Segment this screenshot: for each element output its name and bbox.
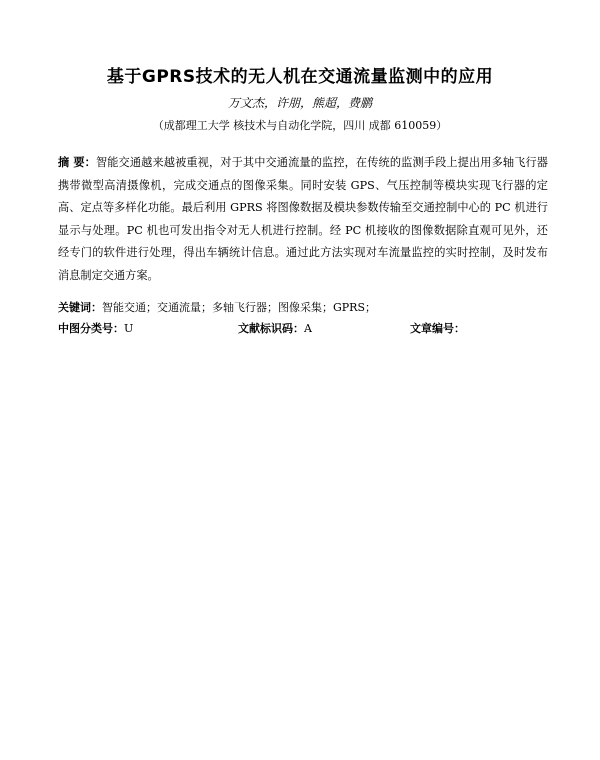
article-no-cell [410,320,465,336]
keywords-label: 关键词： [58,301,102,314]
paper-affiliation: （成都理工大学 核技术与自动化学院，四川 成都 610059） [152,119,448,132]
doc-code-label: 文献标识码： [238,322,304,335]
keywords-text: 智能交通；交通流量；多轴飞行器；图像采集；GPRS； [102,301,377,314]
paper-authors: 万文杰，许朋，熊超，费鹏 [227,96,372,110]
clc-value: U [124,322,134,335]
clc-cell [58,320,133,336]
article-no-label: 文章编号： [410,322,465,335]
doc-code-cell [238,320,312,336]
doc-code-value: A [304,322,312,335]
abstract-block [58,152,548,287]
paper-title: 基于GPRS技术的无人机在交通流量监测中的应用 [106,67,494,87]
keywords-block [58,299,548,315]
classification-row [58,320,548,338]
clc-label: 中图分类号： [58,322,124,335]
abstract-text: 智能交通越来越被重视，对于其中交通流量的监控，在传统的监测手段上提出用多轴飞行器携带微型高清摄像机，完成交通点的图像采集。同时安装 GPS、气压控制等模块实现飞行器的定高、定点等多样化功能。最后利用 GPRS 将图像数据及模块参数传输至交通控制中心的 PC 机进行显示与处理。PC 机也可发出指令对无人机进行控制。经 PC 机接收的图像数据除直观可见外，还经专门的软件进行处理，得出车辆统计信息。通过此方法实现对车流量监控的实时控制，及时发布消息制定交通方案。 [58,156,548,282]
abstract-label: 摘 要： [58,156,96,169]
